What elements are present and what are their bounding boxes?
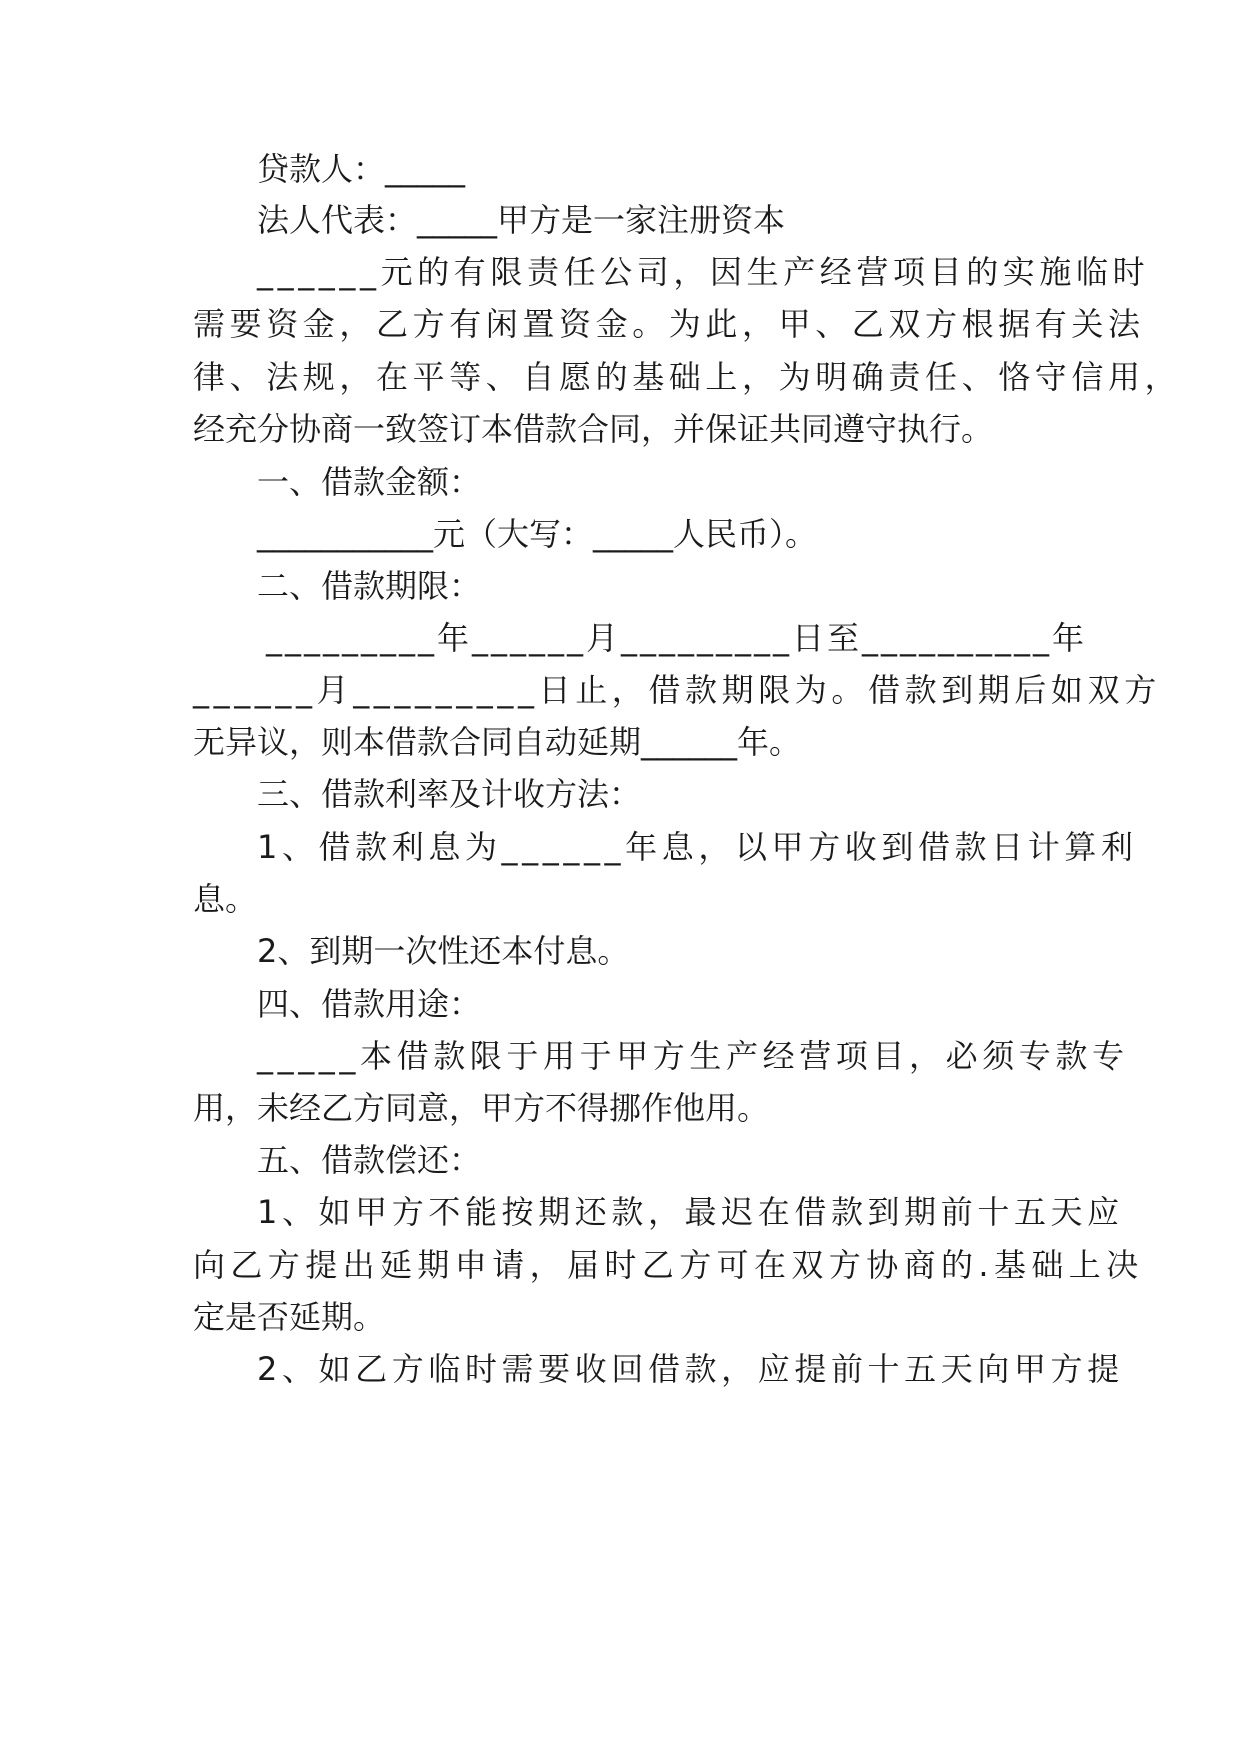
section-heading-repayment: 五、借款偿还： bbox=[257, 1141, 482, 1179]
section-heading-interest: 三、借款利率及计收方法： bbox=[257, 775, 642, 813]
paragraph-line: 定是否延期。 bbox=[193, 1298, 386, 1336]
term-dates-line: _________年______月_________日至__________年 bbox=[266, 619, 1088, 657]
section-heading-amount: 一、借款金额： bbox=[257, 463, 482, 501]
paragraph-line: 无异议，则本借款合同自动延期______年。 bbox=[193, 723, 802, 761]
paragraph-line: 需要资金，乙方有闲置资金。为此，甲、乙双方根据有关法 bbox=[193, 305, 1145, 343]
lender-line: 贷款人：_____ bbox=[257, 150, 466, 188]
amount-line: ___________元（大写：_____人民币）。 bbox=[257, 515, 818, 553]
section-heading-term: 二、借款期限： bbox=[257, 567, 482, 605]
paragraph-line: 经充分协商一致签订本借款合同，并保证共同遵守执行。 bbox=[193, 410, 994, 448]
section-heading-purpose: 四、借款用途： bbox=[257, 985, 482, 1023]
paragraph-line: 2、如乙方临时需要收回借款，应提前十五天向甲方提 bbox=[257, 1350, 1124, 1388]
paragraph-line: 息。 bbox=[193, 880, 258, 918]
paragraph-line: 律、法规，在平等、自愿的基础上，为明确责任、恪守信用， bbox=[193, 358, 1182, 396]
term-dates-line: ______月_________日止，借款期限为。借款到期后如双方 bbox=[193, 671, 1161, 709]
paragraph-line: 向乙方提出延期申请，届时乙方可在双方协商的.基础上决 bbox=[193, 1246, 1144, 1284]
paragraph-line: ______元的有限责任公司，因生产经营项目的实施临时 bbox=[257, 253, 1150, 291]
legal-rep-line: 法人代表：_____甲方是一家注册资本 bbox=[257, 201, 786, 239]
paragraph-line: 用，未经乙方同意，甲方不得挪作他用。 bbox=[193, 1089, 770, 1127]
paragraph-line: 2、到期一次性还本付息。 bbox=[257, 932, 630, 970]
paragraph-line: _____本借款限于用于甲方生产经营项目，必须专款专 bbox=[257, 1037, 1129, 1075]
paragraph-line: 1、如甲方不能按期还款，最迟在借款到期前十五天应 bbox=[257, 1193, 1124, 1231]
paragraph-line: 1、借款利息为______年息，以甲方收到借款日计算利 bbox=[257, 828, 1138, 866]
